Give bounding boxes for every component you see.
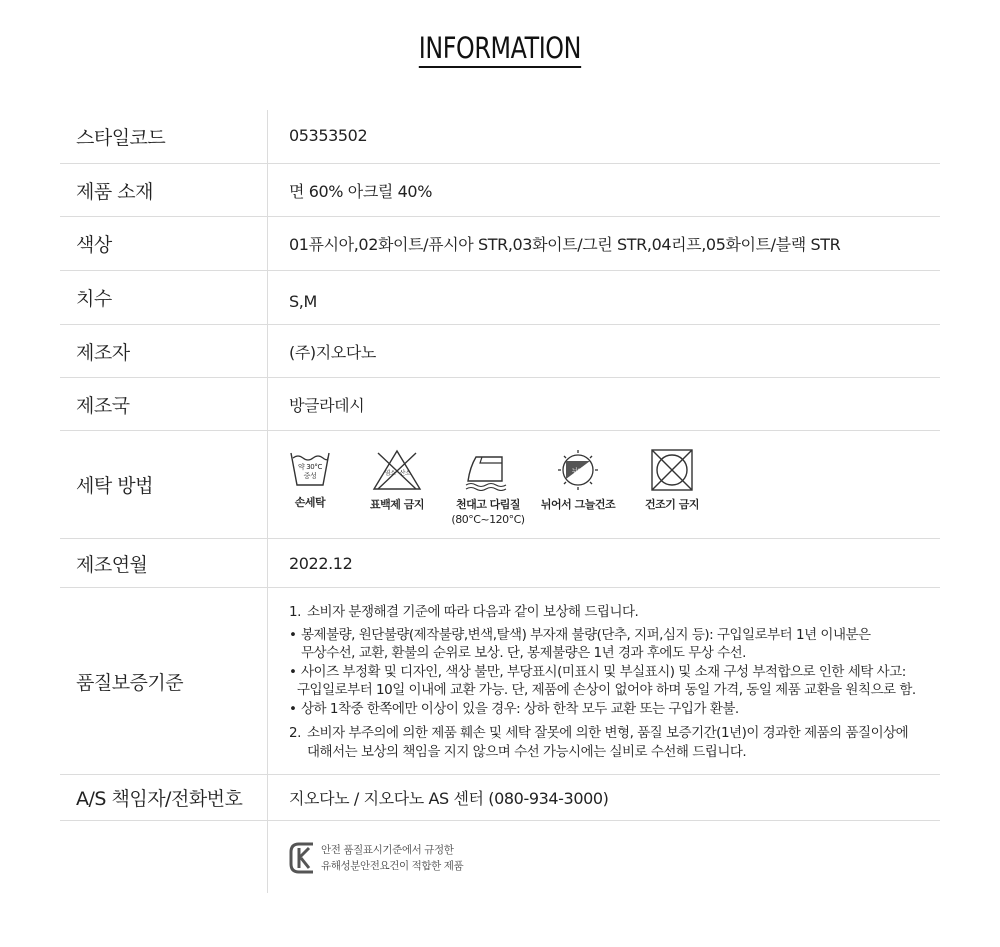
wash-caption-iron [451,497,524,527]
bleach-oxygen: 산소 [399,469,411,477]
page-title: INFORMATION [419,30,581,68]
label-style-code: 스타일코드 [60,110,268,163]
value-kc [268,821,940,893]
label-quality: 품질보증기준 [60,588,268,774]
iron-icon [462,449,514,491]
wash-caption-bleach: 표백제 금지 [370,497,424,511]
kc-mark [289,838,463,876]
row-material [60,164,940,217]
label-kc [60,821,268,893]
shade-dry-icon [557,449,599,491]
label-country: 제조국 [60,378,268,430]
wash-icons [289,443,704,527]
label-as: A/S 책임자/전화번호 [60,775,268,820]
wash-item-bleach [366,449,428,512]
label-color: 색상 [60,217,268,270]
bullet-dot: • [289,626,297,643]
kc-text-line: 유해성분안전요건이 적합한 제품 [321,860,464,872]
wash-caption-tumble: 건조기 금지 [645,497,699,511]
row-color [60,217,940,271]
label-date: 제조연월 [60,539,268,587]
row-country [60,378,940,431]
bullet-line: 봉제불량, 원단불량(제작불량,변색,탈색) 부자재 불량(단추, 지퍼,심지 등): 구입일로부터 1년 이내분은 [301,626,871,643]
row-quality [60,588,940,775]
quality-item-1 [289,603,916,622]
kc-logo-icon [289,840,315,876]
value-color: 01퓨시아,02화이트/퓨시아 STR,03화이트/그린 STR,04리프,05화이트/블랙 STR [289,235,841,254]
wash-caption-hand: 손세탁 [294,495,326,509]
quality-bullet [289,626,916,663]
bullet-line: 구입일로부터 10일 이내에 교환 가능. 단, 제품에 손상이 없어야 하며 동일 가격, 동일 제품 교환을 원칙으로 함. [297,682,916,698]
quality-bullets [289,626,916,719]
value-size: S,M [289,292,317,311]
hand-wash-neutral: 중성 [303,471,317,480]
row-date [60,539,940,588]
wash-item-iron [450,449,526,527]
quality-text [289,601,916,761]
label-size: 치수 [60,271,268,324]
row-wash [60,431,940,539]
quality-item-2-line: 소비자 부주의에 의한 제품 훼손 및 세탁 잘못에 의한 변형, 품질 보증기간(1년)이 경과한 제품의 품질이상에 [307,725,909,741]
row-size [60,271,940,325]
quality-item-2-num: 2. [289,725,301,741]
value-as: 지오다노 / 지오다노 AS 센터 (080-934-3000) [289,789,609,808]
value-maker: (주)지오다노 [289,342,376,362]
quality-item-1-text: 소비자 분쟁해결 기준에 따라 다음과 같이 보상해 드립니다. [307,604,639,620]
bleach-chlorine: 염소 [384,469,396,477]
quality-bullet [289,663,916,700]
wash-caption-dry: 뉘어서 그늘건조 [540,497,616,511]
no-tumble-dry-icon [650,449,694,491]
quality-item-1-num: 1. [289,604,301,620]
label-maker: 제조자 [60,325,268,377]
dry-flat-text: 뉘어서 [571,467,589,475]
label-wash: 세탁 방법 [60,431,268,538]
iron-caption-main: 천대고 다림질 [455,497,521,511]
row-as [60,775,940,821]
value-material: 면 60% 아크릴 40% [289,181,433,201]
row-style-code [60,110,940,164]
value-style-code: 05353502 [289,126,368,145]
info-table [60,110,940,893]
bullet-dot: • [289,663,297,680]
title-wrap [0,30,1000,68]
quality-item-2-line: 대해서는 보상의 책임을 지지 않으며 수선 가능시에는 실비로 수선해 드립니다. [307,743,747,760]
bullet-line: 무상수선, 교환, 환불의 순위로 보상. 단, 봉제불량은 1년 경과 후에도 무상 수선. [301,645,746,661]
value-quality [268,588,940,774]
row-maker [60,325,940,378]
bullet-line: 상하 1착중 한쪽에만 이상이 있을 경우: 상하 한착 모두 교환 또는 구입가 환불. [301,700,739,717]
value-wash [268,431,940,538]
iron-caption-temp: (80°C~120°C) [451,512,525,526]
hand-wash-temp: 약 30°C [298,462,322,471]
bullet-line: 사이즈 부정확 및 디자인, 색상 불만, 부당표시(미표시 및 부실표시) 및 소재 구성 부적합으로 인한 세탁 사고: [301,663,906,680]
value-date: 2022.12 [289,553,353,573]
quality-item-2 [289,724,916,761]
wash-item-hand [289,449,331,510]
hand-wash-icon [289,449,331,489]
label-material: 제품 소재 [60,164,268,216]
bullet-dot: • [289,700,297,717]
wash-item-tumble [640,449,704,512]
wash-item-dry [538,449,618,512]
quality-bullet [289,700,916,719]
kc-text-line: 안전 품질표시기준에서 규정한 [321,844,454,856]
value-country: 방글라데시 [289,395,365,415]
no-bleach-icon [372,449,422,491]
row-kc [60,821,940,893]
kc-text [321,842,463,874]
